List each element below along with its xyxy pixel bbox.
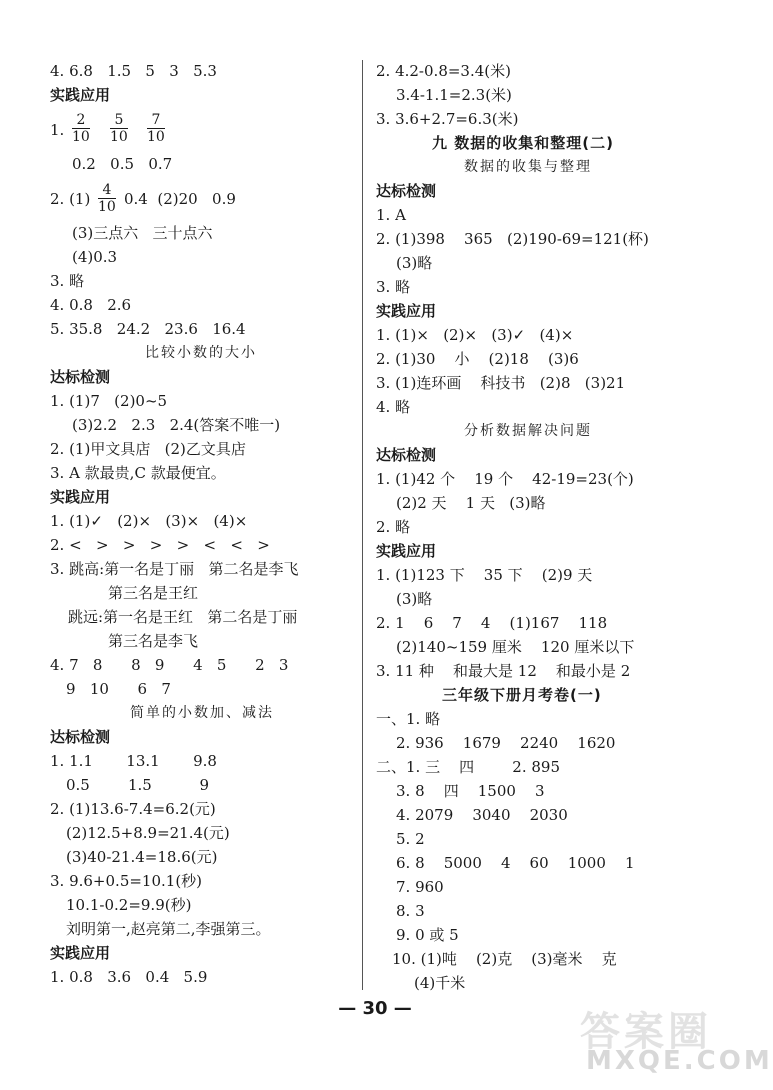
fraction [110,112,128,145]
answer-line: 3. 3.6+2.7=6.3(米) [376,110,519,128]
watermark-text: 答案圈 [580,1009,712,1055]
fraction-numerator: 5 [110,112,128,129]
section-heading-check: 达标检测 [376,182,437,200]
fraction [72,112,90,145]
answer-line: 3. 9.6+0.5=10.1(秒) [50,872,203,890]
watermark-url: MXQE.COM [586,1046,773,1076]
watermark-logo [580,1000,773,1080]
section-heading-practice: 实践应用 [376,542,437,560]
answer-line: 1. [50,121,65,139]
answer-line: 10.1-0.2=9.9(秒) [66,896,192,914]
answer-line: 1. (1)✓ (2)× (3)× (4)× [50,512,248,530]
answer-line: (3)40-21.4=18.6(元) [66,848,218,866]
answer-line: 2. 4.2-0.8=3.4(米) [376,62,511,80]
answer-line: 9. 0 或 5 [396,926,459,944]
fraction-numerator: 7 [147,112,165,129]
chapter-title: 九 数据的收集和整理(二) [432,134,614,152]
answer-line: 2. (1)398 365 (2)190-69=121(杯) [376,230,649,248]
answer-line: 4. 7 8 8 9 4 5 2 3 [50,656,289,674]
answer-line: 3. 略 [376,278,411,296]
answer-line: 6. 8 5000 4 60 1000 1 [396,854,635,872]
fraction-numerator: 2 [72,112,90,129]
answer-line: 0.4 (2)20 0.9 [124,190,236,208]
fraction-numerator: 4 [98,182,116,199]
answer-line: 4. 0.8 2.6 [50,296,132,314]
subsection-title: 分析数据解决问题 [464,423,592,439]
fraction [147,112,165,145]
answer-line: 5. 35.8 24.2 23.6 16.4 [50,320,246,338]
subsection-title: 简单的小数加、减法 [130,705,274,721]
answer-line: 3. 略 [50,272,85,290]
answer-line: 3. A 款最贵,C 款最便宜。 [50,464,226,482]
column-divider [362,60,363,990]
answer-line: 3. 跳高:第一名是丁丽 第二名是李飞 [50,560,299,578]
answer-line: 2. < > > > > < < > [50,536,270,554]
answer-line: 4. 2079 3040 2030 [396,806,568,824]
exam-title: 三年级下册月考卷(一) [442,686,602,704]
answer-line: 1. 1.1 13.1 9.8 [50,752,217,770]
answer-line: (2)12.5+8.9=21.4(元) [66,824,230,842]
answer-line: 4. 略 [376,398,411,416]
answer-line: 8. 3 [396,902,425,920]
page-number: — 30 — [338,998,412,1019]
answer-line: 1. (1)7 (2)0~5 [50,392,168,410]
answer-line: 1. (1)42 个 19 个 42-19=23(个) [376,470,634,488]
answer-line: 2. 1 6 7 4 (1)167 118 [376,614,608,632]
section-heading-practice: 实践应用 [376,302,437,320]
fraction-denominator: 10 [110,129,128,145]
answer-line: 9 10 6 7 [66,680,171,698]
answer-line: 7. 960 [396,878,444,896]
answer-line: (4)千米 [414,974,466,992]
answer-line: 1. (1)× (2)× (3)✓ (4)× [376,326,574,344]
fraction [98,182,116,215]
answer-line: 0.5 1.5 9 [66,776,210,794]
fraction-denominator: 10 [98,199,116,215]
answer-line: 1. 0.8 3.6 0.4 5.9 [50,968,208,986]
answer-line: 刘明第一,赵亮第二,李强第三。 [66,920,271,938]
answer-line: 1. (1)123 下 35 下 (2)9 天 [376,566,593,584]
answer-line: 第三名是王红 [108,584,199,602]
section-heading-practice: 实践应用 [50,488,111,506]
answer-line: (3)略 [396,590,433,608]
answer-line: 2. (1)甲文具店 (2)乙文具店 [50,440,246,458]
answer-line: 2. (1) [50,190,91,208]
section-heading-check: 达标检测 [50,728,111,746]
answer-line: (3)2.2 2.3 2.4(答案不唯一) [72,416,281,434]
answer-line: (3)三点六 三十点六 [72,224,213,242]
answer-line: (2)140~159 厘米 120 厘米以下 [396,638,635,656]
answer-line: 2. 略 [376,518,411,536]
answer-line: 3. 8 四 1500 3 [396,782,545,800]
subsection-title: 数据的收集与整理 [464,159,592,175]
section-heading-practice: 实践应用 [50,86,111,104]
answer-line: 4. 6.8 1.5 5 3 5.3 [50,62,217,80]
subsection-title: 比较小数的大小 [145,345,257,361]
fraction-denominator: 10 [72,129,90,145]
answer-line: 3. 11 种 和最大是 12 和最小是 2 [376,662,631,680]
answer-line: 3.4-1.1=2.3(米) [396,86,512,104]
answer-line: 3. (1)连环画 科技书 (2)8 (3)21 [376,374,626,392]
section-heading-practice: 实践应用 [50,944,111,962]
answer-line: 1. A [376,206,406,224]
answer-line: 2. (1)30 小 (2)18 (3)6 [376,350,579,368]
answer-line: (4)0.3 [72,248,118,266]
answer-line: 5. 2 [396,830,425,848]
fraction-denominator: 10 [147,129,165,145]
answer-line: 一、1. 略 [376,710,441,728]
section-heading-check: 达标检测 [376,446,437,464]
answer-line: (2)2 天 1 天 (3)略 [396,494,546,512]
answer-line: 2. (1)13.6-7.4=6.2(元) [50,800,216,818]
answer-line: 第三名是李飞 [108,632,199,650]
answer-line: 10. (1)吨 (2)克 (3)毫米 克 [392,950,617,968]
answer-line: 二、1. 三 四 2. 895 [376,758,561,776]
answer-line: 2. 936 1679 2240 1620 [396,734,616,752]
section-heading-check: 达标检测 [50,368,111,386]
answer-line: (3)略 [396,254,433,272]
answer-line: 跳远:第一名是王红 第二名是丁丽 [68,608,298,626]
answer-line: 0.2 0.5 0.7 [72,155,173,173]
